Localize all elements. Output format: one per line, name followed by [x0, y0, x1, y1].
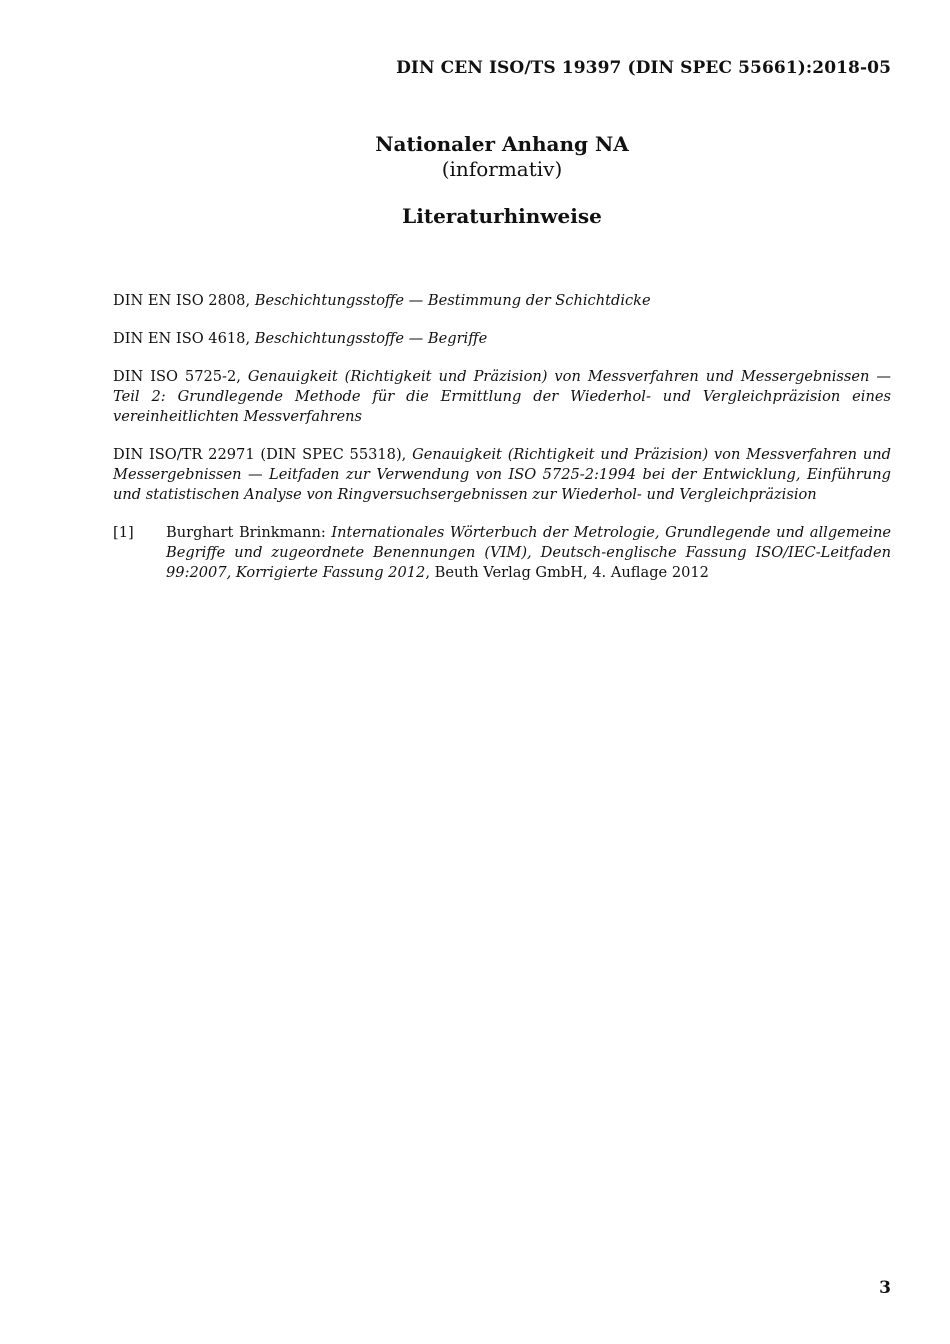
annex-title-block — [0, 131, 950, 229]
bibliography-title: Internationales Wörterbuch der Metrologie, Grundlegende und allgemeine Begriffe und zugeordnete Benennungen (VIM), Deutsch-englische Fassung ISO/IEC-Leitfaden 99:2007, Korrigierte Fassung 2012 — [166, 524, 891, 581]
bibliography-item — [113, 523, 891, 583]
page-number: 3 — [879, 1278, 891, 1298]
reference-item — [113, 329, 891, 349]
annex-title: Nationaler Anhang NA — [375, 132, 629, 156]
reference-title: Beschichtungsstoffe — Bestimmung der Schichtdicke — [254, 292, 651, 309]
bibliography-text — [166, 523, 891, 583]
bibliography-publisher: , Beuth Verlag GmbH, 4. Auflage 2012 — [425, 564, 709, 581]
reference-list — [113, 291, 891, 583]
reference-title: Genauigkeit (Richtigkeit und Präzision) von Messverfahren und Messergebnissen — Teil 2: Grundlegende Methode für die Ermittlung der Wiederhol- und Vergleichpräzision eines vereinheitlichten Messverfahrens — [113, 368, 891, 425]
reference-item — [113, 367, 891, 427]
reference-id: DIN EN ISO 2808, — [113, 292, 255, 309]
reference-id: DIN EN ISO 4618, — [113, 330, 255, 347]
reference-id: DIN ISO 5725-2, — [113, 368, 248, 385]
reference-title: Genauigkeit (Richtigkeit und Präzision) von Messverfahren und Messergebnissen — Leitfaden zur Verwendung von ISO 5725-2:1994 bei der Entwicklung, Einführung und statistischen Analyse von Ringversuchsergebnissen zur Wiederhol- und Vergleichpräzision — [113, 446, 892, 503]
bibliography-number: [1] — [113, 524, 134, 541]
reference-item — [113, 445, 891, 505]
reference-item — [113, 291, 891, 311]
reference-id: DIN ISO/TR 22971 (DIN SPEC 55318), — [113, 446, 413, 463]
reference-title: Beschichtungsstoffe — Begriffe — [254, 330, 488, 347]
bibliography-author: Burghart Brinkmann: — [166, 524, 332, 541]
document-reference: DIN CEN ISO/TS 19397 (DIN SPEC 55661):2018-05 — [396, 58, 891, 78]
section-title: Literaturhinweise — [402, 204, 602, 228]
annex-subtitle: (informativ) — [441, 157, 563, 181]
